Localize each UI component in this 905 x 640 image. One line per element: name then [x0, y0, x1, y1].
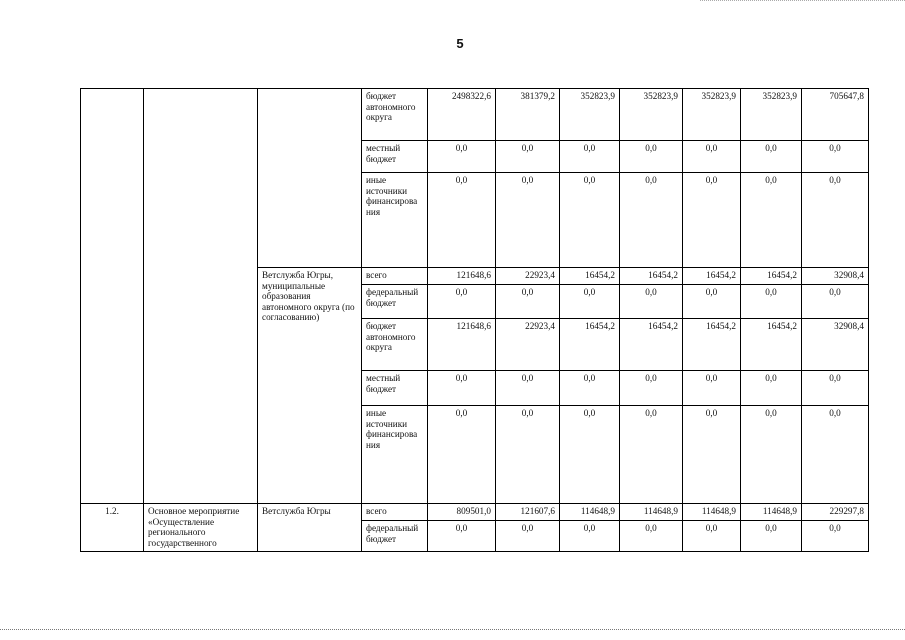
value-cell: 0,0 — [428, 521, 496, 552]
table-row — [81, 89, 869, 141]
value-cell: 0,0 — [741, 521, 802, 552]
value-cell: 0,0 — [428, 173, 496, 268]
value-cell: 114648,9 — [620, 504, 683, 521]
value-cell: 22923,4 — [496, 268, 560, 285]
value-cell: 0,0 — [496, 173, 560, 268]
value-cell: 16454,2 — [620, 319, 683, 371]
value-cell: 0,0 — [560, 406, 620, 504]
executor-cell-continued — [258, 89, 362, 268]
value-cell: 0,0 — [496, 285, 560, 319]
value-cell: 0,0 — [620, 521, 683, 552]
value-cell: 16454,2 — [683, 268, 741, 285]
value-cell: 381379,2 — [496, 89, 560, 141]
value-cell: 0,0 — [802, 173, 869, 268]
value-cell: 0,0 — [741, 141, 802, 173]
value-cell: 0,0 — [560, 371, 620, 406]
source-cell: бюджет автономного округа — [362, 319, 428, 371]
value-cell: 0,0 — [802, 141, 869, 173]
source-cell: федеральный бюджет — [362, 521, 428, 552]
value-cell: 0,0 — [683, 141, 741, 173]
value-cell: 0,0 — [428, 141, 496, 173]
value-cell: 16454,2 — [560, 268, 620, 285]
source-cell: местный бюджет — [362, 141, 428, 173]
value-cell: 0,0 — [560, 141, 620, 173]
measure-cell: Основное мероприятие «Осуществление регионального государственного — [144, 504, 258, 552]
source-cell: бюджет автономного округа — [362, 89, 428, 141]
value-cell: 0,0 — [620, 173, 683, 268]
value-cell: 16454,2 — [620, 268, 683, 285]
value-cell: 0,0 — [741, 406, 802, 504]
value-cell: 0,0 — [741, 285, 802, 319]
value-cell: 0,0 — [560, 285, 620, 319]
value-cell: 0,0 — [560, 173, 620, 268]
executor-cell: Ветслужба Югры — [258, 504, 362, 552]
source-cell: всего — [362, 268, 428, 285]
value-cell: 114648,9 — [741, 504, 802, 521]
value-cell: 0,0 — [802, 406, 869, 504]
value-cell: 0,0 — [802, 371, 869, 406]
value-cell: 0,0 — [496, 371, 560, 406]
value-cell: 16454,2 — [560, 319, 620, 371]
value-cell: 0,0 — [620, 371, 683, 406]
value-cell: 0,0 — [620, 141, 683, 173]
value-cell: 22923,4 — [496, 319, 560, 371]
number-cell-continued — [81, 89, 144, 504]
value-cell: 114648,9 — [560, 504, 620, 521]
value-cell: 16454,2 — [741, 319, 802, 371]
value-cell: 16454,2 — [741, 268, 802, 285]
value-cell: 0,0 — [496, 141, 560, 173]
row-number-cell: 1.2. — [81, 504, 144, 552]
value-cell: 0,0 — [683, 285, 741, 319]
value-cell: 2498322,6 — [428, 89, 496, 141]
value-cell: 0,0 — [802, 521, 869, 552]
scan-artifact-bottom — [0, 629, 905, 630]
value-cell: 705647,8 — [802, 89, 869, 141]
budget-table — [80, 88, 869, 552]
value-cell: 0,0 — [683, 521, 741, 552]
value-cell: 114648,9 — [683, 504, 741, 521]
value-cell: 0,0 — [560, 521, 620, 552]
value-cell: 0,0 — [683, 173, 741, 268]
value-cell: 0,0 — [620, 406, 683, 504]
value-cell: 16454,2 — [683, 319, 741, 371]
value-cell: 229297,8 — [802, 504, 869, 521]
measure-cell-continued — [144, 89, 258, 504]
value-cell: 0,0 — [496, 521, 560, 552]
value-cell: 0,0 — [428, 285, 496, 319]
table-row — [81, 504, 869, 521]
value-cell: 0,0 — [802, 285, 869, 319]
value-cell: 32908,4 — [802, 319, 869, 371]
source-cell: местный бюджет — [362, 371, 428, 406]
source-cell: федеральный бюджет — [362, 285, 428, 319]
value-cell: 809501,0 — [428, 504, 496, 521]
value-cell: 0,0 — [620, 285, 683, 319]
value-cell: 352823,9 — [683, 89, 741, 141]
executor-cell: Ветслужба Югры, муниципальные образования автономного округа (по согласованию) — [258, 268, 362, 504]
value-cell: 0,0 — [741, 173, 802, 268]
value-cell: 121607,6 — [496, 504, 560, 521]
value-cell: 352823,9 — [560, 89, 620, 141]
page-number: 5 — [456, 36, 464, 51]
value-cell: 121648,6 — [428, 319, 496, 371]
value-cell: 32908,4 — [802, 268, 869, 285]
value-cell: 0,0 — [741, 371, 802, 406]
value-cell: 352823,9 — [741, 89, 802, 141]
value-cell: 0,0 — [683, 371, 741, 406]
value-cell: 0,0 — [428, 371, 496, 406]
value-cell: 0,0 — [496, 406, 560, 504]
value-cell: 352823,9 — [620, 89, 683, 141]
value-cell: 0,0 — [428, 406, 496, 504]
source-cell: иные источники финансирова ния — [362, 406, 428, 504]
source-cell: иные источники финансирова ния — [362, 173, 428, 268]
value-cell: 121648,6 — [428, 268, 496, 285]
source-cell: всего — [362, 504, 428, 521]
scan-artifact-top — [700, 0, 905, 1]
value-cell: 0,0 — [683, 406, 741, 504]
